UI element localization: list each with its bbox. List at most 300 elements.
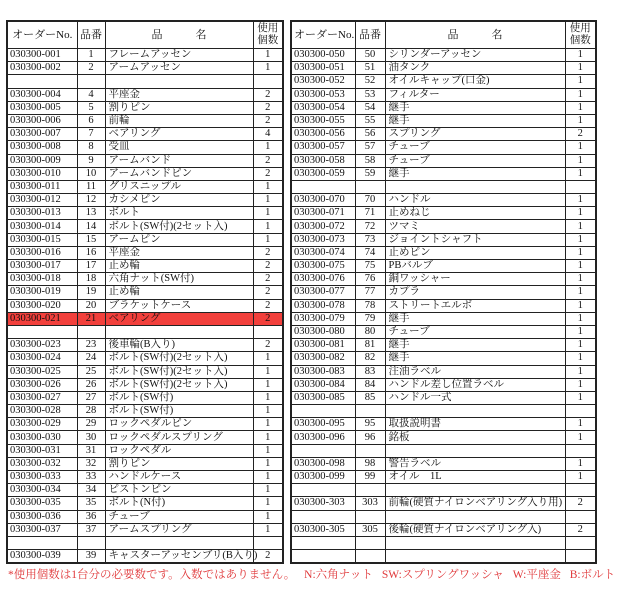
- order-no-cell: 030300-023: [7, 339, 77, 352]
- table-row: [7, 457, 283, 470]
- table-row: [291, 457, 596, 470]
- quantity-cell: 2: [253, 114, 283, 127]
- quantity-cell: 1: [565, 167, 596, 180]
- quantity-cell: 1: [253, 391, 283, 404]
- quantity-cell: 1: [565, 114, 596, 127]
- part-number-cell: 53: [355, 88, 385, 101]
- table-row: [7, 339, 283, 352]
- part-number-cell: 82: [355, 352, 385, 365]
- part-name-cell: チューブ: [385, 325, 565, 338]
- part-number-cell: 73: [355, 233, 385, 246]
- quantity-cell: 1: [253, 444, 283, 457]
- blank-row: [291, 444, 596, 457]
- order-no-cell: 030300-024: [7, 352, 77, 365]
- quantity-cell: 2: [253, 167, 283, 180]
- part-name-cell: グリスニップル: [105, 180, 253, 193]
- blank-row: [291, 550, 596, 564]
- part-name-cell: アームピン: [105, 233, 253, 246]
- table-row: [7, 299, 283, 312]
- header-quantity: [565, 21, 596, 49]
- part-name-cell: PBバルブ: [385, 260, 565, 273]
- part-name-cell: 止め輪: [105, 286, 253, 299]
- part-name-cell: ボルト(SW付)(2セット入): [105, 220, 253, 233]
- quantity-cell: 1: [253, 523, 283, 536]
- part-name-cell: フレームアッセン: [105, 49, 253, 62]
- table-row: [7, 471, 283, 484]
- part-number-cell: 75: [355, 260, 385, 273]
- header-part-number: 品番: [77, 21, 105, 49]
- quantity-cell: 1: [565, 154, 596, 167]
- order-no-cell: 030300-015: [7, 233, 77, 246]
- order-no-cell: 030300-082: [291, 352, 355, 365]
- quantity-cell: 1: [565, 220, 596, 233]
- order-no-cell: 030300-011: [7, 180, 77, 193]
- order-no-cell: 030300-055: [291, 114, 355, 127]
- table-row: [7, 550, 283, 564]
- order-no-cell: 030300-085: [291, 391, 355, 404]
- quantity-cell: 1: [565, 101, 596, 114]
- header-part-name: 品 名: [105, 21, 253, 49]
- part-name-cell: ハンドル差し位置ラベル: [385, 378, 565, 391]
- part-number-cell: [355, 536, 385, 549]
- part-name-cell: ハンドル: [385, 194, 565, 207]
- order-no-cell: 030300-077: [291, 286, 355, 299]
- quantity-cell: [253, 325, 283, 338]
- header-qty-line1: 使用: [257, 23, 279, 34]
- order-no-cell: 030300-032: [7, 457, 77, 470]
- order-no-cell: 030300-076: [291, 273, 355, 286]
- table-row: [291, 154, 596, 167]
- part-name-cell: アームスプリング: [105, 523, 253, 536]
- part-name-cell: 前輪(硬質ナイロンベアリング入り用): [385, 497, 565, 510]
- part-name-cell: [105, 75, 253, 88]
- part-name-cell: [385, 484, 565, 497]
- quantity-cell: 2: [253, 299, 283, 312]
- quantity-cell: 2: [253, 154, 283, 167]
- header-part-number: 品番: [355, 21, 385, 49]
- table-row: [291, 167, 596, 180]
- order-no-cell: [291, 180, 355, 193]
- part-number-cell: 14: [77, 220, 105, 233]
- part-number-cell: 27: [77, 391, 105, 404]
- header-qty-line2: 個数: [569, 35, 591, 46]
- part-number-cell: 29: [77, 418, 105, 431]
- blank-row: [291, 536, 596, 549]
- order-no-cell: 030300-034: [7, 484, 77, 497]
- part-number-cell: 26: [77, 378, 105, 391]
- part-number-cell: 24: [77, 352, 105, 365]
- order-no-cell: 030300-073: [291, 233, 355, 246]
- quantity-cell: 4: [253, 128, 283, 141]
- part-name-cell: 後輪(硬質ナイロンベアリング入): [385, 523, 565, 536]
- part-number-cell: 20: [77, 299, 105, 312]
- blank-row: [291, 180, 596, 193]
- order-no-cell: [291, 550, 355, 564]
- part-name-cell: [385, 550, 565, 564]
- quantity-cell: [565, 484, 596, 497]
- part-name-cell: 継手: [385, 352, 565, 365]
- part-name-cell: 六角ナット(SW付): [105, 273, 253, 286]
- part-name-cell: 割りピン: [105, 101, 253, 114]
- order-no-cell: 030300-051: [291, 62, 355, 75]
- quantity-cell: [253, 75, 283, 88]
- part-number-cell: 80: [355, 325, 385, 338]
- quantity-cell: 2: [253, 286, 283, 299]
- order-no-cell: [291, 510, 355, 523]
- part-number-cell: 8: [77, 141, 105, 154]
- quantity-cell: 1: [253, 510, 283, 523]
- part-number-cell: [355, 484, 385, 497]
- table-row: [7, 405, 283, 418]
- quantity-cell: 1: [253, 405, 283, 418]
- part-name-cell: 平座金: [105, 246, 253, 259]
- part-number-cell: 58: [355, 154, 385, 167]
- table-row: [7, 62, 283, 75]
- table-row: [291, 194, 596, 207]
- part-number-cell: 18: [77, 273, 105, 286]
- order-no-cell: 030300-006: [7, 114, 77, 127]
- table-row: [291, 378, 596, 391]
- order-no-cell: 030300-075: [291, 260, 355, 273]
- quantity-cell: 1: [565, 49, 596, 62]
- table-row: [7, 418, 283, 431]
- quantity-cell: 1: [565, 457, 596, 470]
- quantity-cell: [565, 550, 596, 564]
- part-number-cell: 19: [77, 286, 105, 299]
- part-name-cell: カシメピン: [105, 194, 253, 207]
- part-name-cell: 受皿: [105, 141, 253, 154]
- table-row: [291, 207, 596, 220]
- part-number-cell: 74: [355, 246, 385, 259]
- part-number-cell: 5: [77, 101, 105, 114]
- table-row: [7, 246, 283, 259]
- order-no-cell: 030300-005: [7, 101, 77, 114]
- order-no-cell: 030300-305: [291, 523, 355, 536]
- part-name-cell: フィルター: [385, 88, 565, 101]
- order-no-cell: 030300-096: [291, 431, 355, 444]
- table-row: [7, 273, 283, 286]
- part-number-cell: 7: [77, 128, 105, 141]
- part-name-cell: ハンドル一式: [385, 391, 565, 404]
- part-number-cell: 85: [355, 391, 385, 404]
- quantity-cell: 1: [565, 194, 596, 207]
- table-row: [291, 246, 596, 259]
- part-number-cell: 11: [77, 180, 105, 193]
- part-number-cell: 21: [77, 312, 105, 325]
- part-number-cell: 305: [355, 523, 385, 536]
- order-no-cell: 030300-017: [7, 260, 77, 273]
- order-no-cell: 030300-007: [7, 128, 77, 141]
- quantity-cell: 1: [565, 352, 596, 365]
- part-number-cell: 59: [355, 167, 385, 180]
- order-no-cell: 030300-028: [7, 405, 77, 418]
- table-row: [291, 431, 596, 444]
- quantity-cell: 2: [253, 339, 283, 352]
- order-no-cell: 030300-078: [291, 299, 355, 312]
- part-number-cell: 30: [77, 431, 105, 444]
- part-name-cell: ベアリング: [105, 128, 253, 141]
- part-name-cell: 止めねじ: [385, 207, 565, 220]
- order-no-cell: 030300-037: [7, 523, 77, 536]
- part-name-cell: 継手: [385, 114, 565, 127]
- part-number-cell: 54: [355, 101, 385, 114]
- table-row: [291, 62, 596, 75]
- order-no-cell: 030300-052: [291, 75, 355, 88]
- blank-row: [291, 510, 596, 523]
- table-row: [291, 352, 596, 365]
- quantity-cell: 1: [253, 484, 283, 497]
- table-row: [291, 418, 596, 431]
- quantity-cell: 1: [565, 471, 596, 484]
- order-no-cell: 030300-050: [291, 49, 355, 62]
- table-row: [291, 233, 596, 246]
- quantity-cell: 1: [565, 299, 596, 312]
- part-name-cell: [105, 325, 253, 338]
- part-number-cell: 13: [77, 207, 105, 220]
- quantity-cell: 1: [253, 220, 283, 233]
- part-name-cell: ツマミ: [385, 220, 565, 233]
- part-name-cell: 割りピン: [105, 457, 253, 470]
- quantity-cell: 1: [253, 62, 283, 75]
- table-row: [291, 286, 596, 299]
- table-row: [7, 220, 283, 233]
- order-no-cell: [291, 484, 355, 497]
- part-number-cell: 96: [355, 431, 385, 444]
- part-name-cell: アームアッセン: [105, 62, 253, 75]
- part-number-cell: 52: [355, 75, 385, 88]
- order-no-cell: 030300-056: [291, 128, 355, 141]
- part-name-cell: カプラ: [385, 286, 565, 299]
- table-row: [291, 471, 596, 484]
- order-no-cell: 030300-013: [7, 207, 77, 220]
- part-number-cell: [77, 325, 105, 338]
- order-no-cell: 030300-099: [291, 471, 355, 484]
- order-no-cell: 030300-059: [291, 167, 355, 180]
- table-row: [7, 497, 283, 510]
- legend-b: B:ボルト: [569, 569, 616, 581]
- order-no-cell: 030300-058: [291, 154, 355, 167]
- order-no-cell: 030300-012: [7, 194, 77, 207]
- part-number-cell: 81: [355, 339, 385, 352]
- order-no-cell: [291, 444, 355, 457]
- quantity-cell: [565, 536, 596, 549]
- part-number-cell: [77, 75, 105, 88]
- quantity-cell: [253, 536, 283, 549]
- table-row: [7, 88, 283, 101]
- order-no-cell: [7, 536, 77, 549]
- part-name-cell: 注油ラベル: [385, 365, 565, 378]
- part-name-cell: [385, 405, 565, 418]
- quantity-cell: 1: [565, 431, 596, 444]
- table-row: [291, 339, 596, 352]
- part-number-cell: 79: [355, 312, 385, 325]
- quantity-cell: 1: [253, 457, 283, 470]
- order-no-cell: 030300-002: [7, 62, 77, 75]
- table-row: [7, 523, 283, 536]
- part-name-cell: シリンダーアッセン: [385, 49, 565, 62]
- order-no-cell: 030300-010: [7, 167, 77, 180]
- quantity-cell: 1: [253, 49, 283, 62]
- part-name-cell: ボルト: [105, 207, 253, 220]
- quantity-cell: 2: [253, 88, 283, 101]
- table-row: [7, 431, 283, 444]
- part-name-cell: オイルキャップ(口金): [385, 75, 565, 88]
- order-no-cell: 030300-008: [7, 141, 77, 154]
- part-number-cell: 4: [77, 88, 105, 101]
- part-number-cell: [355, 444, 385, 457]
- part-name-cell: [105, 536, 253, 549]
- part-number-cell: 76: [355, 273, 385, 286]
- part-name-cell: 前輪: [105, 114, 253, 127]
- part-number-cell: 32: [77, 457, 105, 470]
- part-number-cell: [355, 405, 385, 418]
- order-no-cell: 030300-072: [291, 220, 355, 233]
- table-row: [7, 378, 283, 391]
- part-number-cell: 12: [77, 194, 105, 207]
- order-no-cell: 030300-039: [7, 550, 77, 564]
- quantity-cell: 1: [253, 180, 283, 193]
- order-no-cell: [7, 325, 77, 338]
- table-row: [291, 365, 596, 378]
- part-number-cell: 37: [77, 523, 105, 536]
- quantity-cell: 1: [253, 497, 283, 510]
- header-part-name: 品 名: [385, 21, 565, 49]
- part-name-cell: 平座金: [105, 88, 253, 101]
- order-no-cell: 030300-001: [7, 49, 77, 62]
- order-no-cell: 030300-080: [291, 325, 355, 338]
- quantity-cell: 1: [253, 194, 283, 207]
- part-name-cell: 後車輪(B入り): [105, 339, 253, 352]
- quantity-cell: 1: [565, 246, 596, 259]
- part-number-cell: 50: [355, 49, 385, 62]
- part-name-cell: ロックペダル: [105, 444, 253, 457]
- order-no-cell: 030300-004: [7, 88, 77, 101]
- part-number-cell: 9: [77, 154, 105, 167]
- legend-sw: SW:スプリングワッシャ: [381, 569, 504, 581]
- table-row: [291, 128, 596, 141]
- table-row: [7, 391, 283, 404]
- quantity-cell: 1: [565, 273, 596, 286]
- quantity-cell: 2: [565, 497, 596, 510]
- header-row: [7, 21, 283, 49]
- part-number-cell: 78: [355, 299, 385, 312]
- order-no-cell: 030300-025: [7, 365, 77, 378]
- table-row: [7, 114, 283, 127]
- order-no-cell: 030300-074: [291, 246, 355, 259]
- part-name-cell: ピストンピン: [105, 484, 253, 497]
- part-number-cell: 6: [77, 114, 105, 127]
- part-number-cell: 36: [77, 510, 105, 523]
- footnote: [8, 566, 616, 582]
- order-no-cell: 030300-035: [7, 497, 77, 510]
- part-name-cell: 油タンク: [385, 62, 565, 75]
- order-no-cell: 030300-030: [7, 431, 77, 444]
- header-order-no: オーダーNo.: [291, 21, 355, 49]
- quantity-cell: 1: [565, 207, 596, 220]
- table-row: [291, 391, 596, 404]
- part-name-cell: チューブ: [385, 141, 565, 154]
- quantity-cell: 1: [565, 88, 596, 101]
- header-qty-line2: 個数: [257, 35, 279, 46]
- table-row: [7, 365, 283, 378]
- table-row: [7, 154, 283, 167]
- part-number-cell: 34: [77, 484, 105, 497]
- quantity-cell: 1: [565, 325, 596, 338]
- order-no-cell: 030300-081: [291, 339, 355, 352]
- part-name-cell: ボルト(SW付)(2セット入): [105, 352, 253, 365]
- quantity-cell: 1: [253, 365, 283, 378]
- order-no-cell: 030300-018: [7, 273, 77, 286]
- table-row: [291, 497, 596, 510]
- table-row: [291, 325, 596, 338]
- part-number-cell: 39: [77, 550, 105, 564]
- part-number-cell: 95: [355, 418, 385, 431]
- part-name-cell: ロックペダルスプリング: [105, 431, 253, 444]
- part-name-cell: ボルト(SW付): [105, 405, 253, 418]
- quantity-cell: [565, 510, 596, 523]
- quantity-cell: 2: [253, 550, 283, 564]
- table-row: [291, 299, 596, 312]
- part-name-cell: [385, 536, 565, 549]
- part-name-cell: 取扱説明書: [385, 418, 565, 431]
- quantity-cell: 1: [565, 75, 596, 88]
- order-no-cell: 030300-021: [7, 312, 77, 325]
- order-no-cell: 030300-031: [7, 444, 77, 457]
- quantity-cell: 1: [565, 62, 596, 75]
- part-name-cell: ロックペダルピン: [105, 418, 253, 431]
- quantity-cell: 1: [565, 260, 596, 273]
- part-number-cell: 28: [77, 405, 105, 418]
- part-name-cell: チューブ: [385, 154, 565, 167]
- order-no-cell: [7, 75, 77, 88]
- header-row: [291, 21, 596, 49]
- part-number-cell: 77: [355, 286, 385, 299]
- table-row: [7, 101, 283, 114]
- part-name-cell: 止め輪: [105, 260, 253, 273]
- table-row: [7, 207, 283, 220]
- order-no-cell: 030300-026: [7, 378, 77, 391]
- part-number-cell: 57: [355, 141, 385, 154]
- part-number-cell: 10: [77, 167, 105, 180]
- quantity-cell: 2: [565, 128, 596, 141]
- quantity-cell: [565, 180, 596, 193]
- table-row: [291, 49, 596, 62]
- quantity-cell: 1: [565, 365, 596, 378]
- order-no-cell: 030300-053: [291, 88, 355, 101]
- part-name-cell: オイル 1L: [385, 471, 565, 484]
- blank-row: [291, 405, 596, 418]
- part-number-cell: 1: [77, 49, 105, 62]
- order-no-cell: 030300-029: [7, 418, 77, 431]
- part-number-cell: [355, 180, 385, 193]
- order-no-cell: 030300-071: [291, 207, 355, 220]
- part-name-cell: アームバンド: [105, 154, 253, 167]
- quantity-cell: 2: [253, 260, 283, 273]
- quantity-cell: 1: [565, 378, 596, 391]
- part-name-cell: アームバンドピン: [105, 167, 253, 180]
- blank-row: [7, 75, 283, 88]
- order-no-cell: 030300-070: [291, 194, 355, 207]
- part-name-cell: スプリング: [385, 128, 565, 141]
- part-name-cell: 継手: [385, 167, 565, 180]
- part-name-cell: 止めピン: [385, 246, 565, 259]
- order-no-cell: 030300-083: [291, 365, 355, 378]
- quantity-cell: 2: [253, 312, 283, 325]
- table-row: [291, 75, 596, 88]
- part-name-cell: 継手: [385, 339, 565, 352]
- table-row: [7, 180, 283, 193]
- part-name-cell: ブラケットケース: [105, 299, 253, 312]
